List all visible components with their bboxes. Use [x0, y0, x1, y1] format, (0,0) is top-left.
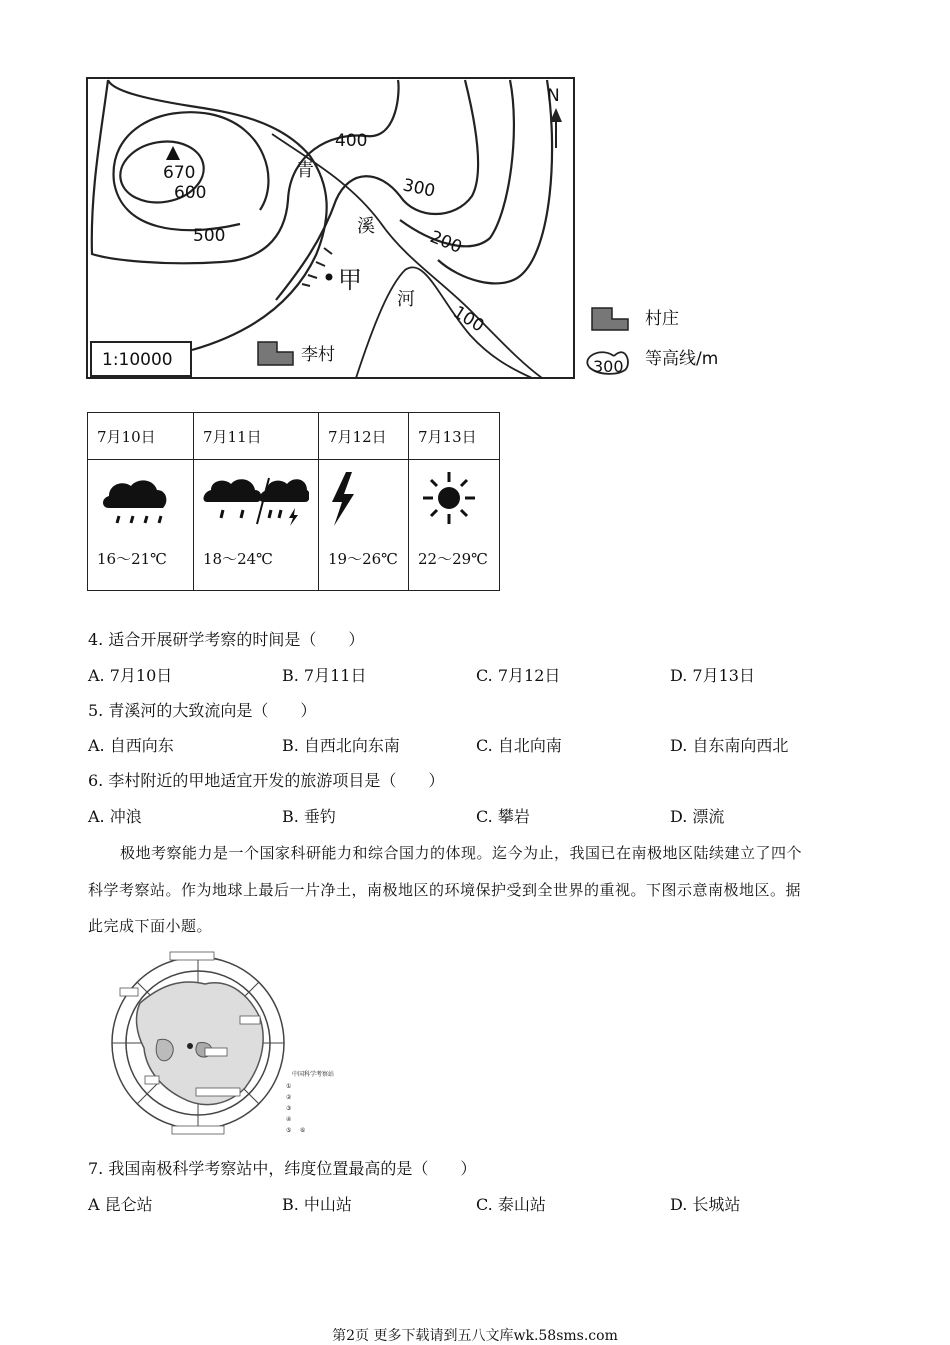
weather-cell — [88, 460, 194, 591]
antarctic-legend-item: ③ — [286, 1105, 292, 1112]
passage-line-1: 极地考察能力是一个国家科研能力和综合国力的体现。迄今为止，我国已在南极地区陆续建立了四个 — [120, 844, 803, 862]
river-char-2: 溪 — [357, 216, 375, 237]
antarctic-legend-item: ④ — [286, 1116, 292, 1123]
contour-label-500: 500 — [193, 226, 226, 246]
weather-temp: 16～21℃ — [97, 550, 167, 568]
contour-400-west — [108, 80, 327, 350]
contour-label-100: 100 — [449, 302, 488, 337]
q7-option-a[interactable]: A 昆仑站 — [88, 1195, 153, 1214]
rain-to-thunderstorm-icon — [203, 468, 309, 538]
weather-date: 7月11日 — [194, 413, 319, 460]
antarctic-legend-item: ⑤ — [286, 1127, 292, 1134]
legend-village-label: 村庄 — [645, 309, 679, 329]
q7-option-c[interactable]: C. 泰山站 — [476, 1195, 546, 1214]
question-4-stem: 4. 适合开展研学考察的时间是（ ） — [88, 630, 365, 649]
weather-cell — [409, 460, 500, 591]
q5-option-d[interactable]: D. 自东南向西北 — [670, 736, 789, 755]
passage-line-3: 此完成下面小题。 — [88, 917, 213, 935]
q7-option-b[interactable]: B. 中山站 — [282, 1195, 352, 1214]
q4-option-a[interactable]: A. 7月10日 — [88, 666, 173, 685]
village-icon — [258, 342, 293, 365]
q6-option-a[interactable]: A. 冲浪 — [88, 807, 142, 826]
river-char-3: 河 — [397, 289, 415, 310]
contour-200 — [400, 80, 514, 246]
antarctic-legend-title: 中国科学考察站 — [292, 1071, 335, 1078]
q4-option-b[interactable]: B. 7月11日 — [282, 666, 367, 685]
weather-date: 7月10日 — [88, 413, 194, 460]
site-dot-icon — [326, 274, 333, 281]
weather-temp: 19～26℃ — [328, 550, 398, 568]
scale-text: 1:10000 — [102, 350, 173, 370]
question-7-stem: 7. 我国南极科学考察站中，纬度位置最高的是（ ） — [88, 1159, 477, 1178]
question-6-stem: 6. 李村附近的甲地适宜开发的旅游项目是（ ） — [88, 771, 445, 790]
legend-village-icon — [592, 308, 628, 330]
contour-label-400: 400 — [335, 131, 368, 151]
legend-contour-label: 等高线/m — [645, 349, 719, 369]
antarctic-legend-item: ① — [286, 1083, 292, 1090]
contour-label-200: 200 — [427, 227, 465, 258]
sun-icon — [418, 468, 480, 538]
river-valley-edge — [356, 267, 532, 378]
summit-elevation: 670 — [163, 163, 196, 183]
q5-option-b[interactable]: B. 自西北向东南 — [282, 736, 400, 755]
rain-cloud-icon — [97, 468, 177, 538]
q4-option-d[interactable]: D. 7月13日 — [670, 666, 755, 685]
weather-table — [87, 412, 500, 591]
weather-cell — [194, 460, 319, 591]
lightning-icon — [328, 468, 368, 538]
antarctic-legend-item: ② — [286, 1094, 292, 1101]
antarctic-map — [100, 948, 370, 1144]
q5-option-c[interactable]: C. 自北向南 — [476, 736, 562, 755]
antarctic-legend-item: ⑥ — [300, 1127, 306, 1134]
q6-option-b[interactable]: B. 垂钓 — [282, 807, 336, 826]
summit-icon — [166, 146, 180, 160]
contour-label-300: 300 — [400, 175, 437, 202]
q7-option-d[interactable]: D. 长城站 — [670, 1195, 741, 1214]
page-footer: 第2页 更多下载请到五八文库wk.58sms.com — [332, 1328, 618, 1344]
weather-date: 7月12日 — [319, 413, 409, 460]
village-label: 李村 — [301, 345, 335, 365]
weather-cell — [319, 460, 409, 591]
site-label: 甲 — [338, 266, 362, 294]
topographic-map — [80, 70, 760, 394]
passage-line-2: 科学考察站。作为地球上最后一片净土，南极地区的环境保护受到全世界的重视。下图示意南极地区。据 — [88, 881, 802, 899]
q5-option-a[interactable]: A. 自西向东 — [88, 736, 174, 755]
north-label: N — [547, 86, 560, 106]
q6-option-c[interactable]: C. 攀岩 — [476, 807, 530, 826]
question-5-stem: 5. 青溪河的大致流向是（ ） — [88, 701, 317, 720]
legend-contour-sample: 300 — [593, 357, 624, 376]
q4-option-c[interactable]: C. 7月12日 — [476, 666, 561, 685]
river-char-1: 青 — [296, 160, 314, 181]
weather-temp: 22～29℃ — [418, 550, 488, 568]
contour-label-600: 600 — [174, 183, 207, 203]
weather-temp: 18～24℃ — [203, 550, 273, 568]
contour-400-east — [92, 80, 399, 263]
weather-date: 7月13日 — [409, 413, 500, 460]
q6-option-d[interactable]: D. 漂流 — [670, 807, 725, 826]
